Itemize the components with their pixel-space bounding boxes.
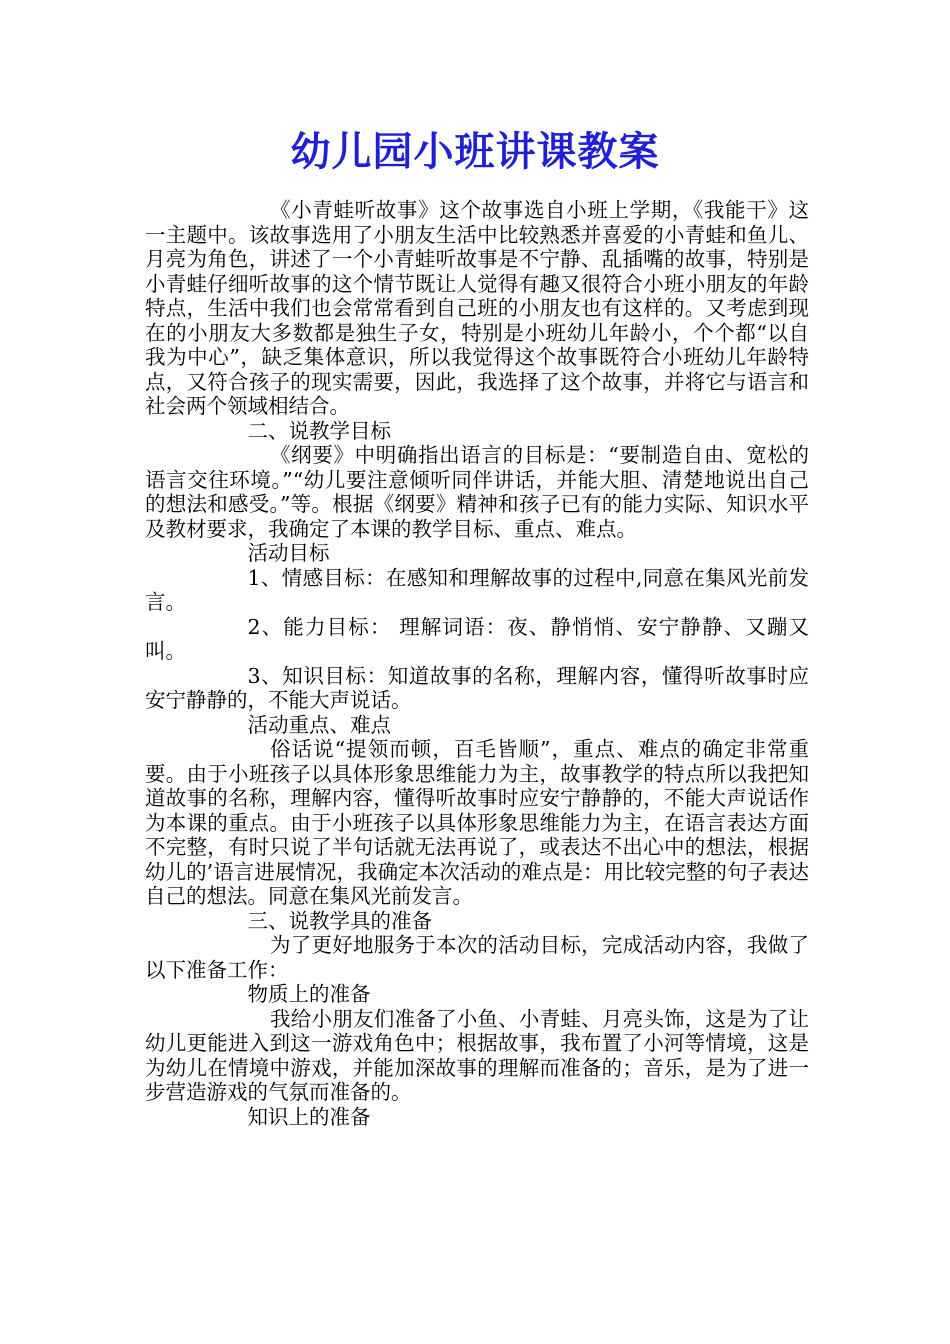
section-heading-materials: 三、说教学具的准备 bbox=[247, 908, 432, 933]
subheading-key-points: 活动重点、难点 bbox=[247, 712, 391, 737]
subheading-material-prep: 物质上的准备 bbox=[247, 982, 371, 1006]
subheading-knowledge-prep: 知识上的准备 bbox=[247, 1104, 371, 1129]
materials-intro-paragraph: 为了更好地服务于本次的活动目标，完成活动内容，我做了以下准备工作： bbox=[145, 933, 809, 982]
section-heading-teaching-goals: 二、说教学目标 bbox=[247, 418, 391, 443]
goals-paragraph: 《纲要》中明确指出语言的目标是：“要制造自由、宽松的语言交往环境。”“幼儿要注意倾听同伴讲话，并能大胆、清楚地说出自己的想法和感受。”等。根据《纲要》精神和孩子已有的能力实际、知识水平及教材要求，我确定了本课的教学目标、重点、难点。 bbox=[145, 443, 809, 541]
subheading-activity-goals: 活动目标 bbox=[247, 541, 330, 565]
material-prep-paragraph: 我给小朋友们准备了小鱼、小青蛙、月亮头饰，这是为了让幼儿更能进入到这一游戏角色中；根据故事，我布置了小河等情境，这是为幼儿在情境中游戏，并能加深故事的理解而准备的；音乐，是为了进一步营造游戏的气氛而准备的。 bbox=[145, 1006, 809, 1104]
document-title: 幼儿园小班讲课教案 bbox=[290, 129, 660, 175]
intro-paragraph: 《小青蛙听故事》这个故事选自小班上学期，《我能干》这一主题中。该故事选用了小朋友生活中比较熟悉并喜爱的小青蛙和鱼儿、月亮为角色，讲述了一个小青蛙听故事是不宁静、乱插嘴的故事，特别是小青蛙仔细听故事的这个情节既让人觉得有趣又很符合小班小朋友的年龄特点，生活中我们也会常常看到自己班的小朋友也有这样的。又考虑到现在的小朋友大多数都是独生子女，特别是小班幼儿年龄小，个个都“以自我为中心”，缺乏集体意识，所以我觉得这个故事既符合小班幼儿年龄特点，又符合孩子的现实需要，因此，我选择了这个故事，并将它与语言和社会两个领域相结合。 bbox=[145, 198, 809, 418]
document-body bbox=[145, 198, 809, 1129]
key-points-paragraph: 俗话说“提领而顿，百毛皆顺”，重点、难点的确定非常重要。由于小班孩子以具体形象思维能力为主，故事教学的特点所以我把知道故事的名称，理解内容，懂得听故事时应安宁静静的，不能大声说话作为本课的重点。由于小班孩子以具体形象思维能力为主，在语言表达方面不完整，有时只说了半句话就无法再说了，或表达不出心中的想法，根据幼儿的’语言进展情况，我确定本次活动的难点是：用比较完整的句子表达自己的想法。同意在集风光前发言。 bbox=[145, 737, 809, 908]
goal-item-ability: 2、能力目标： 理解词语：夜、静悄悄、安宁静静、又蹦又叫。 bbox=[145, 614, 809, 663]
goal-item-emotion: 1、情感目标：在感知和理解故事的过程中,同意在集风光前发言。 bbox=[145, 565, 809, 614]
goal-item-knowledge: 3、知识目标：知道故事的名称，理解内容，懂得听故事时应安宁静静的，不能大声说话。 bbox=[145, 663, 809, 712]
